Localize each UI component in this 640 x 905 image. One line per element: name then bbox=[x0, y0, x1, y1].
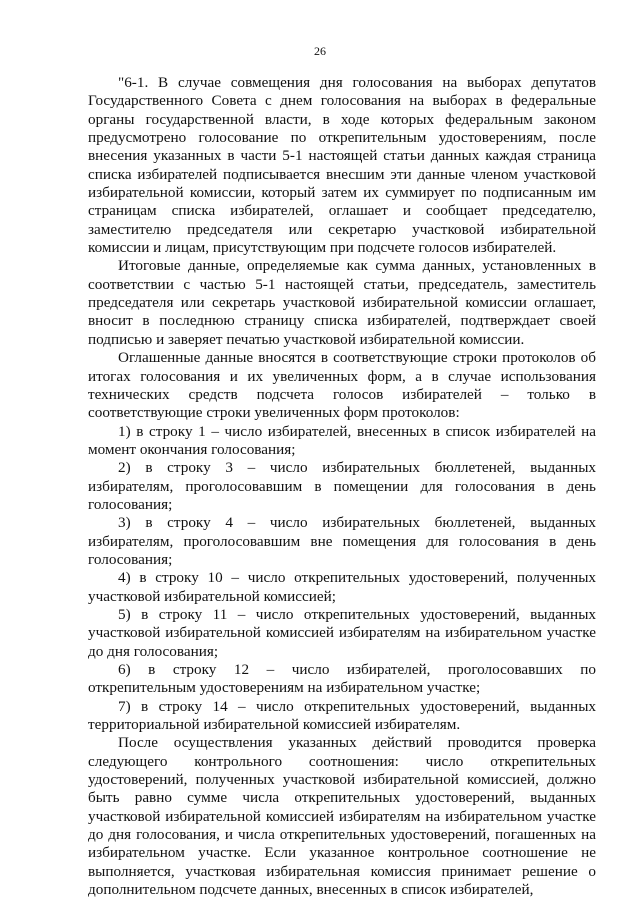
paragraph-6-1: "6-1. В случае совмещения дня голосования на выборах депутатов Государственного Совета с днем голосования на выборах в федеральные органы государственной власти, в ходе которых федеральным законом предусмотрено голосование по открепительным удостоверениям, после внесения указанных в части 5-1 настоящей статьи данных каждая страница списка избирателей подписывается внесшим эти данные членом участковой избирательной комиссии, который затем их суммирует по подписанным им страницам списка избирателей, оглашает и сообщает председателю, заместителю председателя или секретарю участковой избирательной комиссии и лицам, присутствующим при подсчете голосов избирателей. bbox=[88, 74, 596, 257]
list-item-line-3: 2) в строку 3 – число избирательных бюллетеней, выданных избирателям, проголосовавшим в помещении для голосования в день голосования; bbox=[88, 459, 596, 513]
list-item-line-14: 7) в строку 14 – число открепительных удостоверений, выданных территориальной избирательной комиссией избирателям. bbox=[88, 697, 596, 734]
list-item-line-4: 3) в строку 4 – число избирательных бюллетеней, выданных избирателям, проголосовавшим вне помещения для голосования в день голосования; bbox=[88, 514, 596, 568]
list-item-line-10: 4) в строку 10 – число открепительных удостоверений, полученных участковой избирательной комиссией; bbox=[88, 569, 596, 605]
page-number: 26 bbox=[314, 44, 326, 58]
paragraph-announced-data: Оглашенные данные вносятся в соответствующие строки протоколов об итогах голосования и их увеличенных форм, а в случае использования технических средств подсчета голосов избирателей – только в соответствующие строки увеличенных форм протоколов: bbox=[88, 349, 596, 422]
list-item-line-11: 5) в строку 11 – число открепительных удостоверений, выданных участковой избирательной комиссией избирателям на избирательном участке до дня голосования; bbox=[88, 605, 596, 660]
paragraph-control-check: После осуществления указанных действий проводится проверка следующего контрольного соотношения: число открепительных удостоверений, полученных участковой избирательной комиссией, должно быть равно сумме числа открепительных удостоверений, выданных участковой избирательной комиссией избирателям на избирательном участке до дня голосования, и числа открепительных удостоверений, погашенных на избирательном участке. Если указанное контрольное соотношение не выполняется, участковая избирательная комиссия принимает решение о дополнительном подсчете данных, внесенных в список избирателей, bbox=[88, 734, 596, 899]
body-text bbox=[88, 74, 596, 899]
list-item-line-1: 1) в строку 1 – число избирателей, внесенных в список избирателей на момент окончания голосования; bbox=[88, 422, 596, 458]
list-item-line-12: 6) в строку 12 – число избирателей, проголосовавших по открепительным удостоверениям на избирательном участке; bbox=[88, 661, 596, 697]
paragraph-final-data: Итоговые данные, определяемые как сумма данных, установленных в соответствии с частью 5-1 настоящей статьи, председатель, заместитель председателя или секретарь участковой избирательной комиссии оглашает, вносит в последнюю страницу списка избирателей, подтверждает своей подписью и заверяет печатью участковой избирательной комиссии. bbox=[88, 257, 596, 348]
